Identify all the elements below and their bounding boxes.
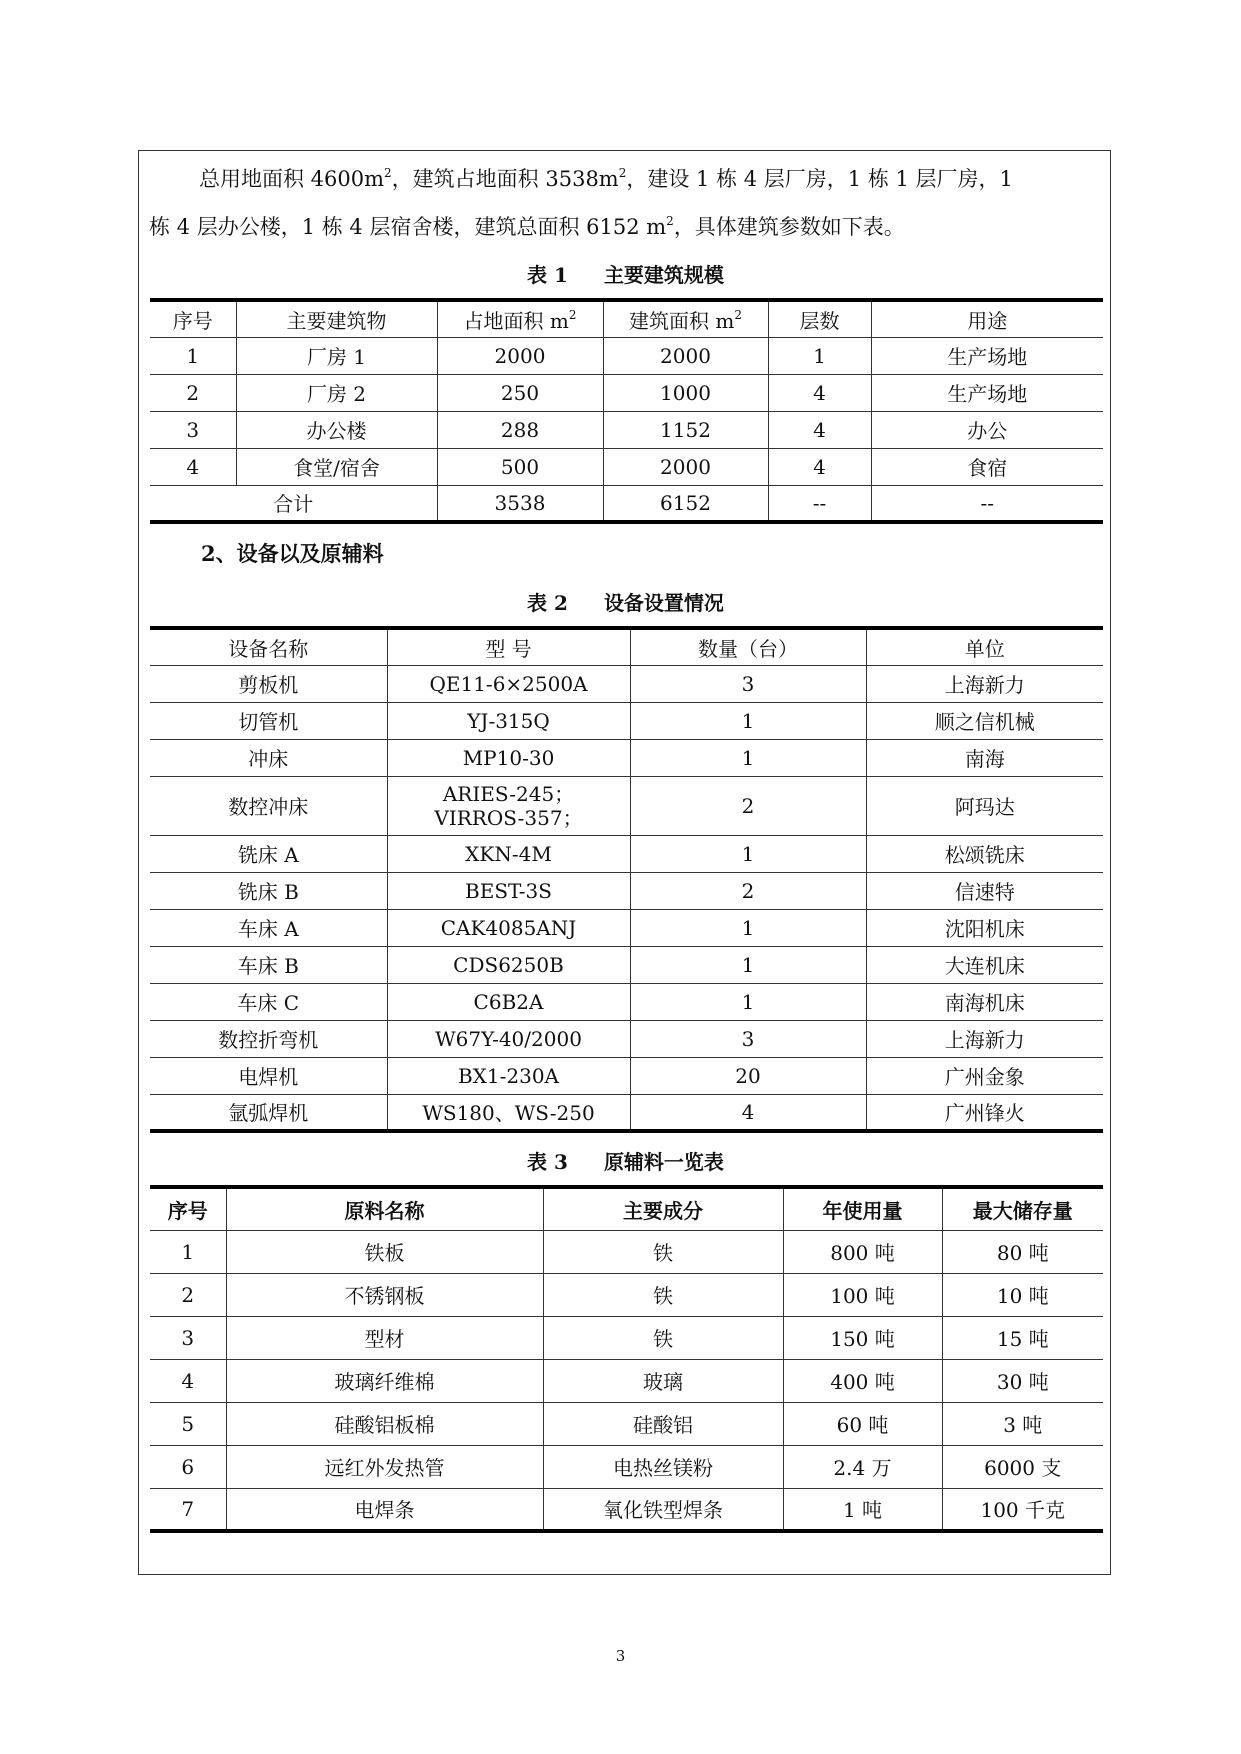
table-cell: 2000	[603, 448, 768, 485]
table-row	[150, 739, 1103, 776]
table-cell: 60 吨	[783, 1402, 942, 1445]
table-cell: 办公楼	[236, 411, 437, 448]
table-cell: --	[768, 485, 871, 522]
table-cell: 铁	[543, 1273, 783, 1316]
table-cell: W67Y-40/2000	[387, 1020, 630, 1057]
table-cell: 食堂/宿舍	[236, 448, 437, 485]
table-row	[150, 909, 1103, 946]
table-cell: 1000	[603, 374, 768, 411]
table-cell: 6000 支	[942, 1445, 1103, 1488]
table-cell: 顺之信机械	[866, 702, 1103, 739]
model-line: VIRROS-357；	[434, 805, 583, 830]
table-cell: 广州锋火	[866, 1094, 1103, 1131]
intro-text: 总用地面积 4600m	[199, 167, 385, 191]
table-row	[150, 872, 1103, 909]
table-header-cell: 原料名称	[226, 1187, 543, 1230]
table-cell: 30 吨	[942, 1359, 1103, 1402]
table-header-cell: 数量（台）	[630, 628, 866, 665]
table-cell: 2000	[603, 337, 768, 374]
table-cell: MP10-30	[387, 739, 630, 776]
intro-text: 栋 4 层办公楼，1 栋 4 层宿舍楼，建筑总面积 6152 m	[149, 215, 667, 239]
table-cell: 生产场地	[871, 374, 1103, 411]
table-cell: 500	[437, 448, 603, 485]
table3-number: 表 3	[527, 1150, 568, 1174]
table-cell: 1	[630, 983, 866, 1020]
raw-materials-table	[150, 1185, 1103, 1533]
table-cell: 剪板机	[150, 665, 387, 702]
table-cell: 电焊条	[226, 1488, 543, 1531]
table-cell: 3	[150, 411, 236, 448]
table-cell: 4	[768, 374, 871, 411]
table-cell: 铁	[543, 1316, 783, 1359]
table-cell: 厂房 2	[236, 374, 437, 411]
table-header-row	[150, 300, 1103, 337]
intro-text: ，建筑占地面积 3538m	[391, 167, 619, 191]
table-row	[150, 946, 1103, 983]
table-cell: 铣床 A	[150, 835, 387, 872]
intro-text: ，具体建筑参数如下表。	[673, 215, 905, 239]
table-row	[150, 1273, 1103, 1316]
superscript: 2	[734, 307, 742, 322]
table-cell: 3	[150, 1316, 226, 1359]
table-header-cell	[437, 300, 603, 337]
table-header-cell: 设备名称	[150, 628, 387, 665]
table-cell: 玻璃纤维棉	[226, 1359, 543, 1402]
table2-title: 设备设置情况	[603, 591, 724, 615]
table-cell: 3	[630, 1020, 866, 1057]
table-header-cell: 序号	[150, 1187, 226, 1230]
table-cell: CAK4085ANJ	[387, 909, 630, 946]
table-row	[150, 1316, 1103, 1359]
table-row	[150, 1020, 1103, 1057]
table-cell: 厂房 1	[236, 337, 437, 374]
table-cell: 1	[768, 337, 871, 374]
table-cell: 广州金象	[866, 1057, 1103, 1094]
table-row	[150, 1057, 1103, 1094]
table1-number: 表 1	[527, 263, 568, 287]
table1-title: 主要建筑规模	[603, 263, 724, 287]
table-row	[150, 1230, 1103, 1273]
table-cell: 大连机床	[866, 946, 1103, 983]
table-cell: 切管机	[150, 702, 387, 739]
table-cell: 6	[150, 1445, 226, 1488]
table-cell	[387, 776, 630, 835]
header-text: 占地面积 m	[463, 308, 569, 333]
table-cell: 冲床	[150, 739, 387, 776]
table-header-cell: 主要成分	[543, 1187, 783, 1230]
table-cell: 氩弧焊机	[150, 1094, 387, 1131]
table-cell: 铣床 B	[150, 872, 387, 909]
table-header-cell: 单位	[866, 628, 1103, 665]
table-cell: BEST-3S	[387, 872, 630, 909]
table-row	[150, 776, 1103, 835]
table-row	[150, 411, 1103, 448]
table-cell: 2000	[437, 337, 603, 374]
table-cell: 150 吨	[783, 1316, 942, 1359]
table-header-cell: 主要建筑物	[236, 300, 437, 337]
table-cell: QE11-6×2500A	[387, 665, 630, 702]
table-total-row	[150, 485, 1103, 522]
table-cell: 1	[150, 1230, 226, 1273]
table-cell: 南海机床	[866, 983, 1103, 1020]
table-cell: 电热丝镁粉	[543, 1445, 783, 1488]
table-cell: 车床 B	[150, 946, 387, 983]
table-cell: 4	[150, 1359, 226, 1402]
superscript: 2	[568, 307, 577, 322]
table-row	[150, 1402, 1103, 1445]
table-row	[150, 448, 1103, 485]
table1-caption	[139, 259, 1112, 288]
superscript: 2	[618, 166, 627, 180]
table3-caption	[139, 1146, 1112, 1175]
table-cell: 沈阳机床	[866, 909, 1103, 946]
table-cell: 3	[630, 665, 866, 702]
table-header-cell	[603, 300, 768, 337]
table-row	[150, 1359, 1103, 1402]
table-cell: 车床 A	[150, 909, 387, 946]
table-row	[150, 337, 1103, 374]
table-cell: 4	[768, 411, 871, 448]
table-cell: 电焊机	[150, 1057, 387, 1094]
intro-paragraph	[149, 155, 1104, 251]
table-cell: CDS6250B	[387, 946, 630, 983]
table-cell: 数控折弯机	[150, 1020, 387, 1057]
table-cell: 不锈钢板	[226, 1273, 543, 1316]
table-cell: 80 吨	[942, 1230, 1103, 1273]
table-cell: 3538	[437, 485, 603, 522]
model-line: ARIES-245；	[442, 781, 575, 806]
table-header-cell: 层数	[768, 300, 871, 337]
table-cell: 4	[630, 1094, 866, 1131]
table-cell: 800 吨	[783, 1230, 942, 1273]
table-row	[150, 665, 1103, 702]
table-cell: 生产场地	[871, 337, 1103, 374]
table-header-cell: 年使用量	[783, 1187, 942, 1230]
table-header-cell: 型 号	[387, 628, 630, 665]
table-cell: 1	[630, 835, 866, 872]
table-row	[150, 374, 1103, 411]
table-header-row	[150, 1187, 1103, 1230]
table-cell: 4	[150, 448, 236, 485]
table-row	[150, 1094, 1103, 1131]
table-cell: 硅酸铝板棉	[226, 1402, 543, 1445]
table-cell: 288	[437, 411, 603, 448]
table-row	[150, 702, 1103, 739]
table-cell: 南海	[866, 739, 1103, 776]
table-cell: 1	[630, 702, 866, 739]
section-heading: 2、设备以及原辅料	[201, 541, 384, 566]
table-cell: YJ-315Q	[387, 702, 630, 739]
table3-title: 原辅料一览表	[603, 1150, 724, 1174]
table-row	[150, 983, 1103, 1020]
table-cell: 2	[630, 776, 866, 835]
table-cell: 100 吨	[783, 1273, 942, 1316]
table-cell: 400 吨	[783, 1359, 942, 1402]
table-cell: 1	[150, 337, 236, 374]
table-cell: 车床 C	[150, 983, 387, 1020]
table-cell: 1	[630, 909, 866, 946]
table-cell: 远红外发热管	[226, 1445, 543, 1488]
table-cell: 10 吨	[942, 1273, 1103, 1316]
table-cell: 硅酸铝	[543, 1402, 783, 1445]
table-cell: BX1-230A	[387, 1057, 630, 1094]
table-cell: 2.4 万	[783, 1445, 942, 1488]
table-cell: XKN-4M	[387, 835, 630, 872]
table-cell: 办公	[871, 411, 1103, 448]
table-cell: 合计	[150, 485, 437, 522]
table-cell: 阿玛达	[866, 776, 1103, 835]
superscript: 2	[384, 166, 392, 180]
table-cell: 上海新力	[866, 1020, 1103, 1057]
table-header-cell: 最大储存量	[942, 1187, 1103, 1230]
table-cell: 型材	[226, 1316, 543, 1359]
table-cell: 100 千克	[942, 1488, 1103, 1531]
equipment-table	[150, 626, 1103, 1133]
table-cell: 2	[630, 872, 866, 909]
page-number: 3	[615, 1647, 626, 1665]
table-cell: 数控冲床	[150, 776, 387, 835]
table-cell: 6152	[603, 485, 768, 522]
document-frame	[138, 150, 1111, 1575]
table-cell: 1 吨	[783, 1488, 942, 1531]
table-cell: 2	[150, 374, 236, 411]
table-cell: 15 吨	[942, 1316, 1103, 1359]
table-cell: 玻璃	[543, 1359, 783, 1402]
table-cell: 上海新力	[866, 665, 1103, 702]
table-row	[150, 1488, 1103, 1531]
table-cell: 250	[437, 374, 603, 411]
table-header-cell: 序号	[150, 300, 236, 337]
header-text: 建筑面积 m	[629, 308, 735, 333]
table-row	[150, 1445, 1103, 1488]
table2-number: 表 2	[527, 591, 568, 615]
table-cell: 松颂铣床	[866, 835, 1103, 872]
table-cell: 铁	[543, 1230, 783, 1273]
table-cell: --	[871, 485, 1103, 522]
superscript: 2	[666, 214, 674, 228]
table-cell: 4	[768, 448, 871, 485]
table-cell: 氧化铁型焊条	[543, 1488, 783, 1531]
table-cell: 2	[150, 1273, 226, 1316]
intro-text: ，建设 1 栋 4 层厂房，1 栋 1 层厂房，1	[626, 167, 1013, 191]
table-cell: 食宿	[871, 448, 1103, 485]
table-cell: 3 吨	[942, 1402, 1103, 1445]
table-row	[150, 835, 1103, 872]
table-cell: 1	[630, 739, 866, 776]
table-cell: 铁板	[226, 1230, 543, 1273]
table-cell: 7	[150, 1488, 226, 1531]
table-cell: 5	[150, 1402, 226, 1445]
table-cell: 20	[630, 1057, 866, 1094]
table-cell: 信速特	[866, 872, 1103, 909]
table2-caption	[139, 587, 1112, 616]
table-header-row	[150, 628, 1103, 665]
building-scale-table	[150, 298, 1103, 524]
table-cell: WS180、WS-250	[387, 1094, 630, 1131]
table-header-cell: 用途	[871, 300, 1103, 337]
table-cell: 1	[630, 946, 866, 983]
table-cell: C6B2A	[387, 983, 630, 1020]
table-cell: 1152	[603, 411, 768, 448]
